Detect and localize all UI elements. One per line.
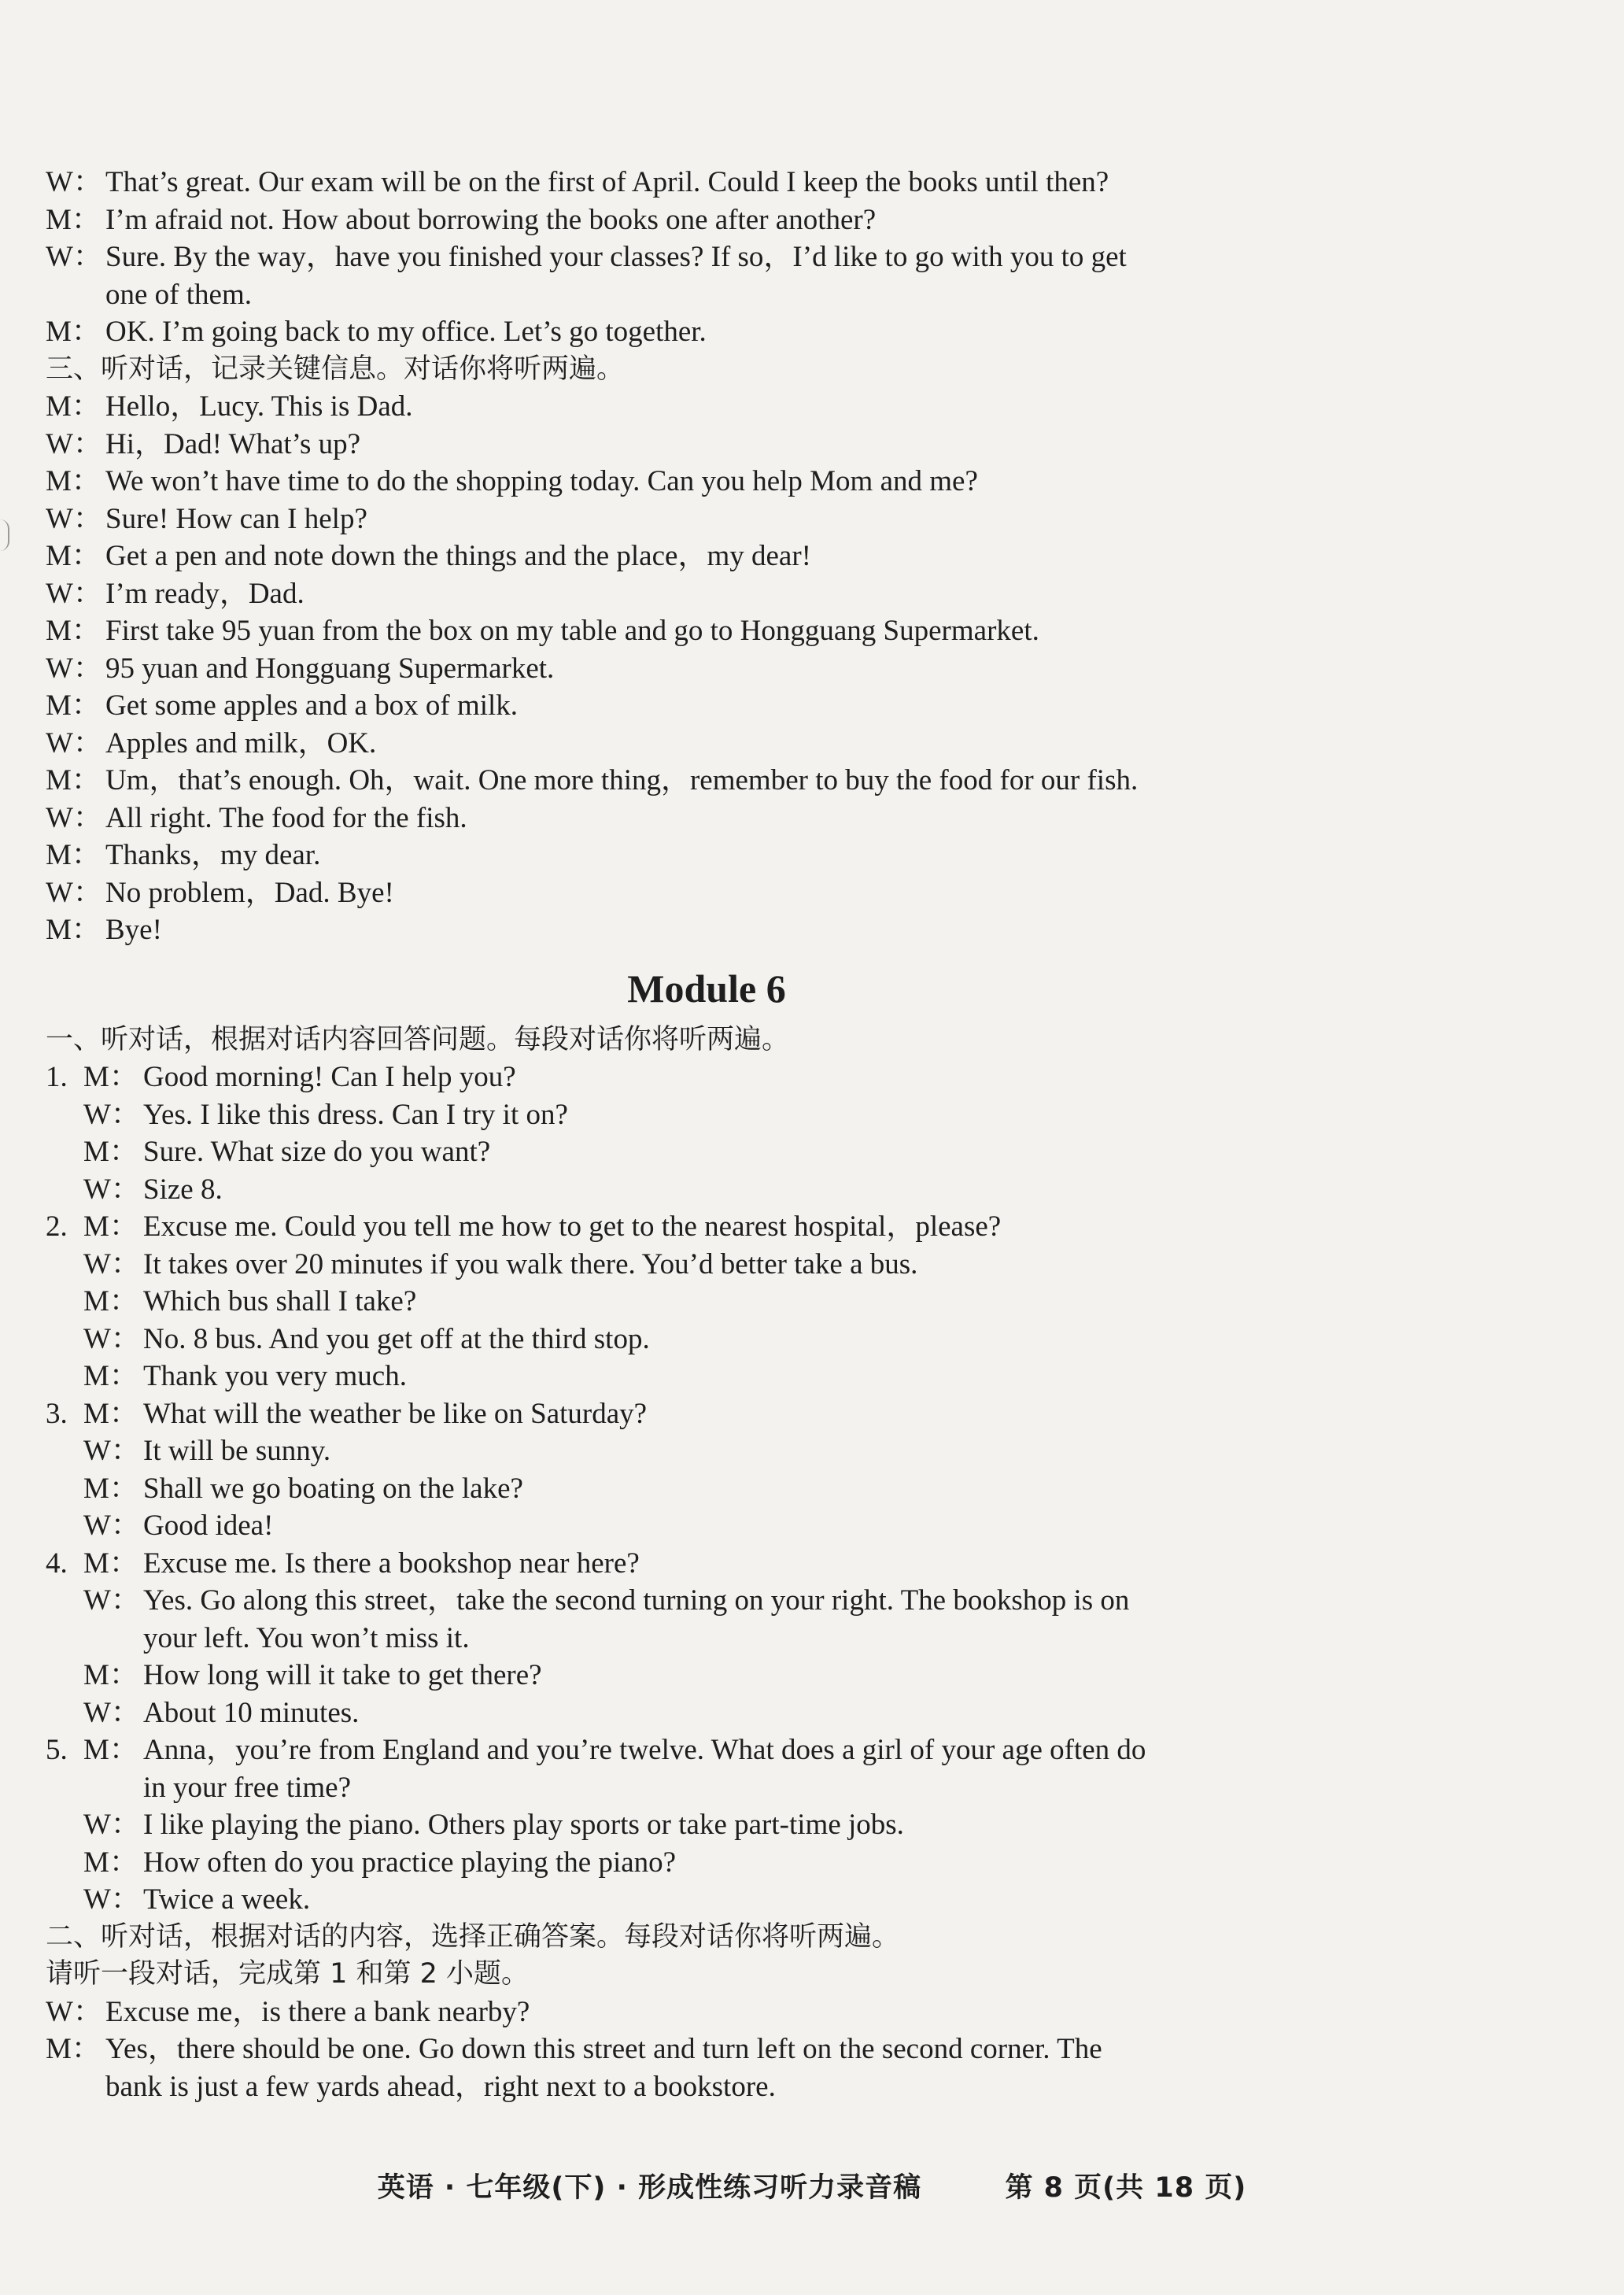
dialogue-4 xyxy=(46,1545,1367,1732)
line-text: What will the weather be like on Saturday? xyxy=(143,1397,648,1430)
module-title: Module 6 xyxy=(627,966,786,1011)
speaker-label: M： xyxy=(83,1360,138,1392)
speaker-label: M： xyxy=(83,1210,138,1243)
question-number: 1. xyxy=(46,1061,68,1093)
dialogue-line xyxy=(46,650,1367,688)
speaker-label: M： xyxy=(46,390,101,423)
line-text: How often do you practice playing the piano? xyxy=(143,1846,677,1879)
speaker-label: W： xyxy=(83,1809,140,1841)
line-text: Yes，there should be one. Go down this street and turn left on the second corner. The xyxy=(105,2033,1102,2065)
speaker-label: W： xyxy=(46,726,102,759)
page-footer xyxy=(0,2166,1624,2205)
dialogue-line xyxy=(46,1657,1367,1694)
line-text: Hi，Dad! What’s up? xyxy=(105,427,361,460)
section-subheading: 请听一段对话，完成第 1 和第 2 小题。 xyxy=(46,1958,530,1990)
line-text: Thanks，my dear. xyxy=(105,839,321,871)
dialogue-line xyxy=(46,313,1367,351)
dialogue-line xyxy=(46,426,1367,464)
dialogue-line xyxy=(46,388,1367,426)
line-text: 95 yuan and Hongguang Supermarket. xyxy=(105,652,555,685)
speaker-label: W： xyxy=(46,427,102,460)
dialogue-line xyxy=(46,463,1367,501)
line-text: First take 95 yuan from the box on my table and go to Hongguang Supermarket. xyxy=(105,615,1039,647)
transcript-body xyxy=(46,164,1367,2105)
line-text: one of them. xyxy=(105,278,252,311)
line-text: Yes. I like this dress. Can I try it on? xyxy=(143,1098,568,1131)
line-text: Shall we go boating on the lake? xyxy=(143,1472,523,1505)
dialogue-5 xyxy=(46,1731,1367,1919)
line-text: Excuse me. Is there a bookshop near here? xyxy=(143,1547,640,1580)
speaker-label: M： xyxy=(83,1061,138,1093)
speaker-label: W： xyxy=(83,1322,140,1355)
line-text: Good morning! Can I help you? xyxy=(143,1061,516,1093)
binding-mark xyxy=(0,519,9,551)
line-text: I’m afraid not. How about borrowing the books one after another? xyxy=(105,203,877,236)
dialogue-line-continuation xyxy=(46,1769,1367,1807)
dialogue-line-continuation xyxy=(46,2068,1367,2106)
line-text: bank is just a few yards ahead，right next to a bookstore. xyxy=(105,2070,776,2103)
line-text: I like playing the piano. Others play sports or take part-time jobs. xyxy=(143,1809,904,1841)
speaker-label: M： xyxy=(83,1547,138,1580)
speaker-label: W： xyxy=(46,1995,102,2028)
line-text: That’s great. Our exam will be on the first of April. Could I keep the books until then? xyxy=(105,166,1109,198)
dialogue-3 xyxy=(46,1395,1367,1545)
dialogue-line xyxy=(46,1321,1367,1358)
dialogue-line xyxy=(46,911,1367,949)
line-text: Get a pen and note down the things and the place，my dear! xyxy=(105,540,811,572)
speaker-label: M： xyxy=(46,2033,101,2065)
line-text: Good idea! xyxy=(143,1510,274,1542)
speaker-label: W： xyxy=(83,1098,140,1131)
line-text: No problem，Dad. Bye! xyxy=(105,876,394,909)
line-text: Sure. What size do you want? xyxy=(143,1136,491,1168)
question-number: 3. xyxy=(46,1397,68,1430)
speaker-label: M： xyxy=(83,1472,138,1505)
speaker-label: M： xyxy=(46,203,101,236)
speaker-label: W： xyxy=(46,502,102,535)
dialogue-line xyxy=(46,1582,1367,1620)
line-text: Apples and milk，OK. xyxy=(105,726,377,759)
line-text: your left. You won’t miss it. xyxy=(143,1621,470,1654)
dialogue-line xyxy=(46,1470,1367,1508)
speaker-label: M： xyxy=(83,1846,138,1879)
line-text: OK. I’m going back to my office. Let’s go together. xyxy=(105,316,707,348)
line-text: I’m ready，Dad. xyxy=(105,577,304,610)
dialogue-line xyxy=(46,1133,1367,1171)
line-text: How long will it take to get there? xyxy=(143,1659,542,1691)
dialogue-line xyxy=(46,501,1367,538)
speaker-label: M： xyxy=(83,1285,138,1318)
speaker-label: W： xyxy=(83,1510,140,1542)
dialogue-line xyxy=(46,1395,1367,1433)
speaker-label: M： xyxy=(46,689,101,722)
section-heading: 一、听对话，根据对话内容回答问题。每段对话你将听两遍。 xyxy=(46,1023,790,1055)
line-text: Excuse me，is there a bank nearby? xyxy=(105,1995,530,2028)
dialogue-line xyxy=(46,837,1367,874)
dialogue-line xyxy=(46,725,1367,763)
line-text: No. 8 bus. And you get off at the third stop. xyxy=(143,1322,650,1355)
dialogue-line xyxy=(46,1844,1367,1882)
line-text: Sure! How can I help? xyxy=(105,502,367,535)
dialogue-line xyxy=(46,164,1367,201)
dialogue-line xyxy=(46,1432,1367,1470)
dialogue-line xyxy=(46,1507,1367,1545)
section-a xyxy=(46,164,1367,351)
dialogue-line xyxy=(46,538,1367,575)
speaker-label: M： xyxy=(83,1734,138,1766)
speaker-label: M： xyxy=(46,540,101,572)
dialogue-line xyxy=(46,1208,1367,1246)
speaker-label: W： xyxy=(83,1435,140,1467)
speaker-label: W： xyxy=(83,1173,140,1206)
speaker-label: M： xyxy=(46,316,101,348)
dialogue-line xyxy=(46,1545,1367,1583)
dialogue-line-continuation xyxy=(46,276,1367,314)
dialogue-line xyxy=(46,1806,1367,1844)
line-text: It will be sunny. xyxy=(143,1435,331,1467)
line-text: Thank you very much. xyxy=(143,1360,407,1392)
dialogue-line xyxy=(46,238,1367,276)
dialogue-line xyxy=(46,1694,1367,1732)
line-text: Bye! xyxy=(105,914,162,946)
dialogue-line xyxy=(46,612,1367,650)
question-number: 2. xyxy=(46,1210,68,1243)
speaker-label: M： xyxy=(83,1136,138,1168)
speaker-label: W： xyxy=(46,166,102,198)
speaker-label: M： xyxy=(46,914,101,946)
dialogue-line xyxy=(46,1246,1367,1284)
speaker-label: W： xyxy=(46,801,102,834)
line-text: Excuse me. Could you tell me how to get to the nearest hospital，please? xyxy=(143,1210,1002,1243)
section-b xyxy=(46,351,1367,949)
part-two xyxy=(46,1919,1367,2106)
question-number: 4. xyxy=(46,1547,68,1580)
section-heading: 三、听对话，记录关键信息。对话你将听两遍。 xyxy=(46,353,625,385)
line-text: Anna，you’re from England and you’re twelve. What does a girl of your age often do xyxy=(143,1734,1146,1766)
dialogue-line xyxy=(46,874,1367,912)
dialogue-line-continuation xyxy=(46,1620,1367,1658)
speaker-label: M： xyxy=(83,1659,138,1691)
line-text: It takes over 20 minutes if you walk there. You’d better take a bus. xyxy=(143,1247,918,1281)
speaker-label: W： xyxy=(46,577,102,610)
line-text: Twice a week. xyxy=(143,1883,311,1916)
dialogue-line xyxy=(46,2031,1367,2068)
line-text: in your free time? xyxy=(143,1771,352,1804)
dialogue-line xyxy=(46,1358,1367,1395)
question-number: 5. xyxy=(46,1734,68,1766)
footer-title: 英语 · 七年级(下) · 形成性练习听力录音稿 xyxy=(377,2172,922,2204)
line-text: Get some apples and a box of milk. xyxy=(105,689,519,722)
line-text: We won’t have time to do the shopping today. Can you help Mom and me? xyxy=(105,465,978,497)
speaker-label: W： xyxy=(83,1696,140,1729)
line-text: Which bus shall I take? xyxy=(143,1285,417,1318)
speaker-label: M： xyxy=(83,1397,138,1430)
speaker-label: M： xyxy=(46,465,101,497)
speaker-label: W： xyxy=(83,1247,140,1281)
speaker-label: M： xyxy=(46,615,101,647)
speaker-label: W： xyxy=(83,1584,140,1617)
dialogue-line xyxy=(46,575,1367,613)
line-text: Um，that’s enough. Oh，wait. One more thing，remember to buy the food for our fish. xyxy=(105,764,1139,796)
speaker-label: W： xyxy=(46,241,102,273)
dialogue-line xyxy=(46,800,1367,837)
dialogue-line xyxy=(46,201,1367,239)
dialogue-line xyxy=(46,1171,1367,1209)
dialogue-line xyxy=(46,1059,1367,1096)
dialogue-1 xyxy=(46,1059,1367,1208)
speaker-label: M： xyxy=(46,839,101,871)
part-one xyxy=(46,1022,1367,1919)
dialogue-line xyxy=(46,1283,1367,1321)
line-text: All right. The food for the fish. xyxy=(105,801,467,834)
line-text: Yes. Go along this street，take the second turning on your right. The bookshop is on xyxy=(143,1584,1130,1617)
section-heading: 二、听对话，根据对话的内容，选择正确答案。每段对话你将听两遍。 xyxy=(46,1920,900,1953)
speaker-label: M： xyxy=(46,764,101,796)
line-text: Sure. By the way，have you finished your classes? If so，I’d like to go with you to get xyxy=(105,241,1127,273)
speaker-label: W： xyxy=(83,1883,140,1916)
speaker-label: W： xyxy=(46,876,102,909)
dialogue-line xyxy=(46,762,1367,800)
dialogue-line xyxy=(46,1881,1367,1919)
line-text: Size 8. xyxy=(143,1173,223,1206)
dialogue-line xyxy=(46,1994,1367,2031)
dialogue-line xyxy=(46,687,1367,725)
dialogue-2 xyxy=(46,1208,1367,1395)
page-number: 第 8 页(共 18 页) xyxy=(1005,2172,1247,2204)
speaker-label: W： xyxy=(46,652,102,685)
line-text: About 10 minutes. xyxy=(143,1696,360,1729)
dialogue-line xyxy=(46,1096,1367,1134)
dialogue-line xyxy=(46,1731,1367,1769)
line-text: Hello，Lucy. This is Dad. xyxy=(105,390,413,423)
